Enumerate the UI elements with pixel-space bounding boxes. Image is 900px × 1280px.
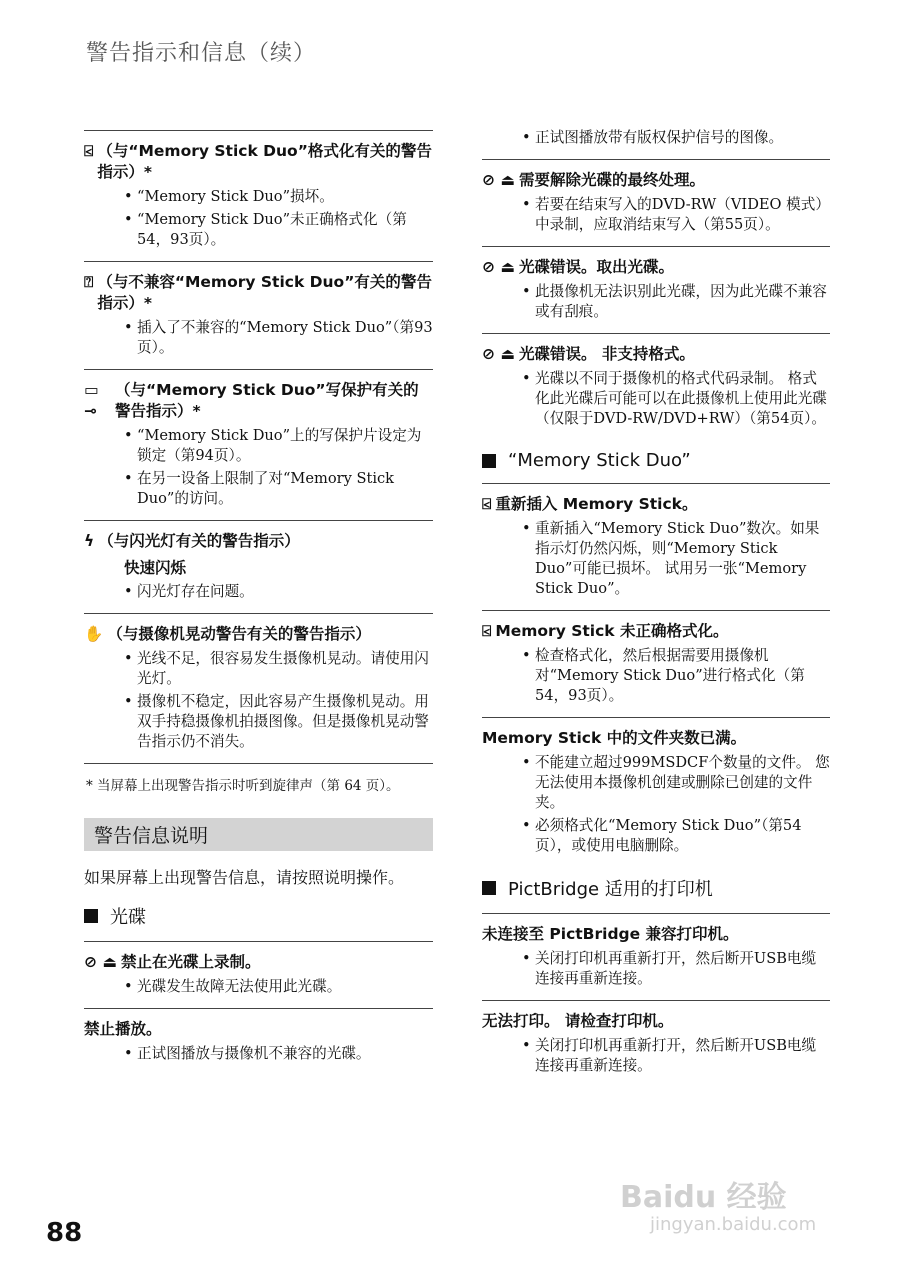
page-number: 88 — [46, 1218, 83, 1248]
list-item: • 此摄像机无法识别此光碟，因为此光碟不兼容或有刮痕。 — [522, 282, 830, 322]
intro-paragraph: 如果屏幕上出现警告信息，请按照说明操作。 — [84, 868, 405, 887]
warning-title: （与“Memory Stick Duo”写保护有关的警告指示）* — [114, 381, 419, 420]
disc-eject-icon: ⊘ ⏏ — [482, 171, 516, 189]
list-item: • 摄像机不稳定，因此容易产生摄像机晃动。用双手持稳摄像机拍摄图像。但是摄像机晃动警告指示仍不消失。 — [124, 692, 433, 752]
list-item: • “Memory Stick Duo”损坏。 — [124, 187, 433, 207]
warning-title: （与闪光灯有关的警告指示） — [98, 532, 300, 550]
memory-stick-icon: ⍃ — [482, 495, 492, 513]
warning-incompatible — [84, 261, 433, 369]
message-folder-full — [482, 717, 830, 867]
write-protect-icon: ▭ ⊸ — [84, 381, 99, 420]
list-item: • 光碟发生故障无法使用此光碟。 — [124, 977, 433, 997]
section-heading-disc — [84, 903, 433, 929]
memory-stick-format-icon: ⍃ — [482, 622, 492, 640]
message-title: 光碟错误。 非支持格式。 — [519, 345, 695, 363]
warning-shake — [84, 613, 433, 763]
list-item: • 必须格式化“Memory Stick Duo”（第54页），或使用电脑删除。 — [522, 816, 830, 856]
message-finalize — [482, 159, 830, 246]
message-title: 禁止在光碟上录制。 — [121, 953, 261, 971]
warning-write-protect — [84, 369, 433, 520]
message-title: 重新插入 Memory Stick。 — [495, 495, 698, 513]
list-item: • 关闭打印机再重新打开，然后断开USB电缆连接再重新连接。 — [522, 1036, 830, 1076]
watermark-logo: Baidu 经验 — [620, 1180, 787, 1215]
message-title: 无法打印。 请检查打印机。 — [482, 1012, 674, 1030]
watermark-url: jingyan.baidu.com — [650, 1214, 817, 1235]
square-bullet-icon — [84, 909, 98, 923]
message-no-record — [84, 941, 433, 1008]
page-header-title: 警告指示和信息（续） — [86, 41, 317, 66]
warning-subtitle: 快速闪烁 — [124, 559, 187, 577]
list-item: • 光线不足，很容易发生摄像机晃动。请使用闪光灯。 — [124, 649, 433, 689]
list-item: • 正试图播放与摄像机不兼容的光碟。 — [124, 1044, 433, 1064]
list-item: • “Memory Stick Duo”未正确格式化（第54，93页）。 — [124, 210, 433, 250]
footnote: * 当屏幕上出现警告指示时听到旋律声（第 64 页）。 — [84, 763, 433, 796]
list-item: • “Memory Stick Duo”上的写保护片设定为锁定（第94页）。 — [124, 426, 433, 466]
message-no-playback — [84, 1008, 433, 1075]
square-bullet-icon — [482, 881, 496, 895]
list-item: • 不能建立超过999MSDCF个数量的文件。 您无法使用本摄像机创建或删除已创建的文件夹。 — [522, 753, 830, 813]
list-item: • 重新插入“Memory Stick Duo”数次。如果指示灯仍然闪烁，则“Memory Stick Duo”可能已损坏。 试用另一张“Memory Stick Duo”。 — [522, 519, 830, 599]
camera-shake-icon: ✋ — [84, 625, 104, 643]
message-unsupported-format — [482, 333, 830, 440]
continued-bullets — [482, 128, 830, 159]
message-title: 光碟错误。取出光碟。 — [519, 258, 675, 276]
section-heading-text: “Memory Stick Duo” — [508, 450, 691, 471]
section-heading-text: 光碟 — [110, 907, 146, 928]
disc-eject-icon: ⊘ ⏏ — [482, 345, 516, 363]
list-item: • 检查格式化，然后根据需要用摄像机对“Memory Stick Duo”进行格式化（第54，93页）。 — [522, 646, 830, 706]
section-heading-memory-stick — [482, 450, 830, 471]
left-column — [84, 130, 433, 1075]
message-reinsert — [482, 483, 830, 610]
memory-stick-unknown-icon: ⍰ — [84, 273, 94, 291]
list-item: • 若要在结束写入的DVD-RW（VIDEO 模式）中录制，应取消结束写入（第55页）。 — [522, 195, 830, 235]
disc-eject-icon: ⊘ ⏏ — [84, 953, 118, 971]
message-title: Memory Stick 未正确格式化。 — [495, 622, 729, 640]
list-item: • 闪光灯存在问题。 — [124, 582, 433, 602]
list-item: • 插入了不兼容的“Memory Stick Duo”（第93页）。 — [124, 318, 433, 358]
section-heading-pictbridge — [482, 875, 830, 901]
flash-icon: ϟ — [84, 532, 95, 550]
message-disc-error — [482, 246, 830, 333]
message-title: 未连接至 PictBridge 兼容打印机。 — [482, 925, 739, 943]
list-item: • 光碟以不同于摄像机的格式代码录制。 格式化此光碟后可能可以在此摄像机上使用此光碟（仅限于DVD-RW/DVD+RW）（第54页）。 — [522, 369, 830, 429]
warning-format — [84, 130, 433, 261]
warning-title: （与摄像机晃动警告有关的警告指示） — [107, 625, 371, 643]
message-not-formatted — [482, 610, 830, 717]
section-heading-text: PictBridge 适用的打印机 — [508, 879, 713, 900]
message-title: 禁止播放。 — [84, 1020, 162, 1038]
message-title: 需要解除光碟的最终处理。 — [519, 171, 706, 189]
list-item: • 在另一设备上限制了对“Memory Stick Duo”的访问。 — [124, 469, 433, 509]
section-banner: 警告信息说明 — [84, 818, 433, 851]
list-item: • 正试图播放带有版权保护信号的图像。 — [522, 128, 830, 148]
warning-flash — [84, 520, 433, 613]
message-cannot-print — [482, 1000, 830, 1087]
memory-stick-format-icon: ⍃ — [84, 142, 94, 160]
message-title: Memory Stick 中的文件夹数已满。 — [482, 729, 747, 747]
square-bullet-icon — [482, 454, 496, 468]
message-not-connected — [482, 913, 830, 1000]
disc-eject-icon: ⊘ ⏏ — [482, 258, 516, 276]
warning-title: （与“Memory Stick Duo”格式化有关的警告指示）* — [97, 142, 432, 181]
right-column — [482, 128, 830, 1087]
warning-title: （与不兼容“Memory Stick Duo”有关的警告指示）* — [97, 273, 432, 312]
list-item: • 关闭打印机再重新打开，然后断开USB电缆连接再重新连接。 — [522, 949, 830, 989]
